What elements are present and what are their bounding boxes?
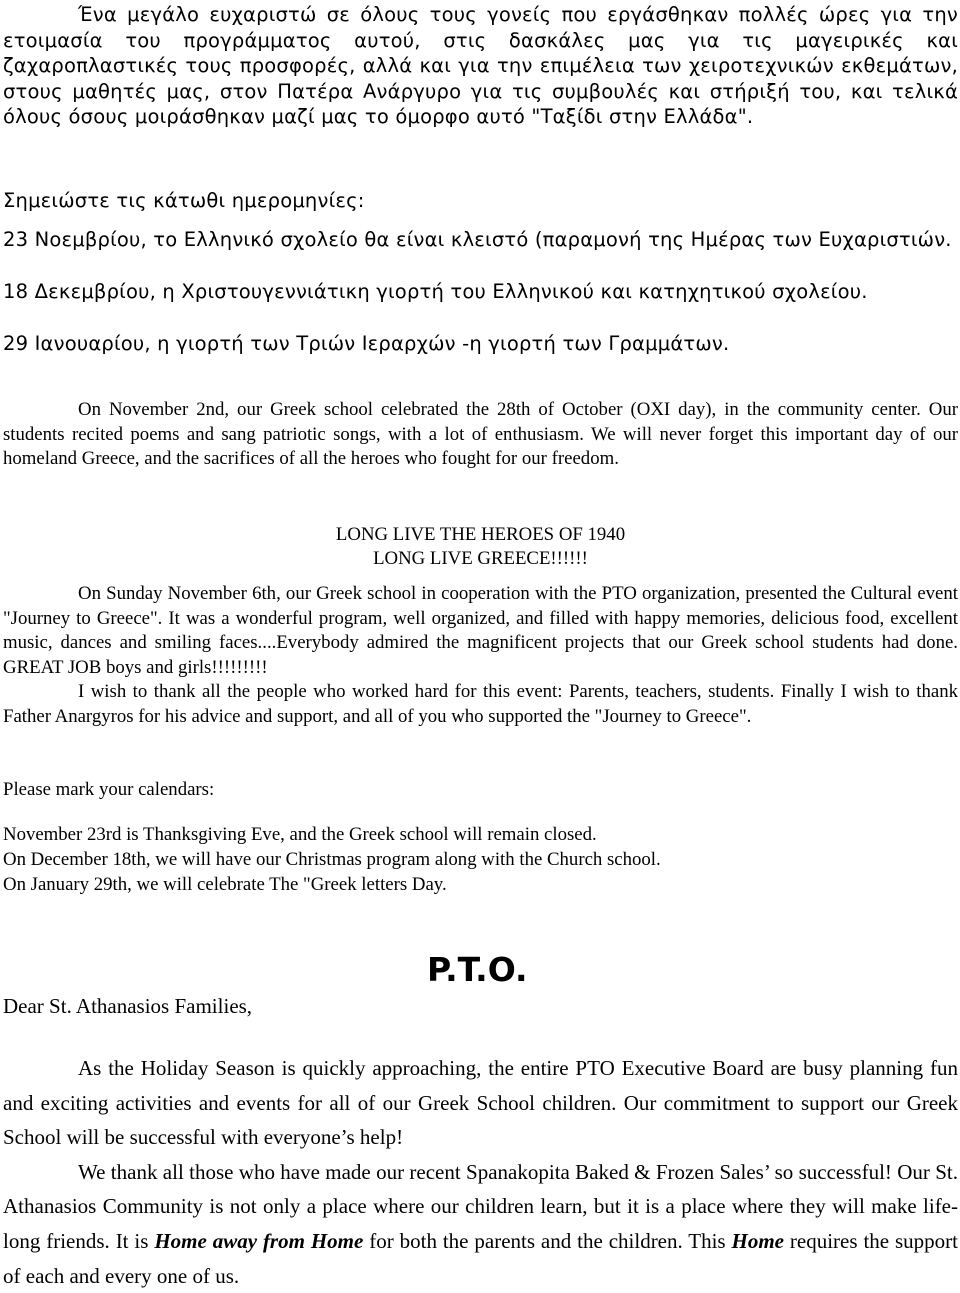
calendar-item: On December 18th, we will have our Christmas program along with the Church school. <box>3 849 661 870</box>
greek-date-item: 29 Ιανουαρίου, η γιορτή των Τριών Ιεραρχών -η γιορτή των Γραμμάτων. <box>3 332 730 355</box>
pto-paragraph-2-text-b: for both the parents and the children. This <box>363 1228 732 1253</box>
greek-date-item: 18 Δεκεμβρίου, η Χριστουγεννιάτικη γιορτή του Ελληνικού και κατηχητικού σχολείου. <box>3 280 868 303</box>
greek-dates-heading: Σημειώστε τις κάτωθι ημερομηνίες: <box>3 189 365 212</box>
slogan-line-2: LONG LIVE GREECE!!!!!! <box>373 548 588 569</box>
home-away-emphasis: Home away from Home <box>154 1228 364 1253</box>
pto-letter-body <box>3 1051 958 1293</box>
cultural-event-paragraph: On Sunday November 6th, our Greek school in cooperation with the PTO organization, presented the Cultural event "Journey to Greece". It was a wonderful program, well organized, and filled with happy memories, delicious food, excellent music, dances and smiling faces....Everybody admired the magnificent projects that our Greek school students had done. GREAT JOB boys and girls!!!!!!!!! <box>3 583 958 678</box>
greek-date-item: 23 Νοεμβρίου, το Ελληνικό σχολείο θα είναι κλειστό (παραμονή της Ημέρας των Ευχαριστιών. <box>3 228 952 251</box>
pto-paragraph-2-text-a: We thank all those who have made our recent Spanakopita Baked & Frozen Sales’ so successful! Our St. Athanasios Community is not only a place where our children learn, but it is a place where they will make life-long friends. It is <box>3 1159 958 1253</box>
pto-paragraph-2 <box>3 1155 958 1293</box>
pto-salutation: Dear St. Athanasios Families, <box>3 994 253 1018</box>
oxi-day-paragraph: On November 2nd, our Greek school celebrated the 28th of October (OXI day), in the community center. Our students recited poems and sang patriotic songs, with a lot of enthusiasm. We will never forget this important day of our homeland Greece, and the sacrifices of all the heroes who fought for our freedom. <box>3 399 958 470</box>
pto-paragraph-1: As the Holiday Season is quickly approaching, the entire PTO Executive Board are busy planning fun and exciting activities and events for all of our Greek School children. Our commitment to support our Greek School will be successful with everyone’s help! <box>3 1056 958 1150</box>
calendar-item: November 23rd is Thanksgiving Eve, and the Greek school will remain closed. <box>3 824 597 845</box>
slogan-line-1: LONG LIVE THE HEROES OF 1940 <box>335 524 626 545</box>
home-emphasis: Home <box>731 1228 785 1253</box>
pto-heading: P.T.O. <box>427 950 528 989</box>
calendar-item: On January 29th, we will celebrate The "Greek letters Day. <box>3 874 447 895</box>
greek-thanks-paragraph: Ένα μεγάλο ευχαριστώ σε όλους τους γονείς που εργάσθηκαν πολλές ώρες για την ετοιμασία του προγράμματος αυτού, στις δασκάλες μας για τις μαγειρικές και ζαχαροπλαστικές τους προσφορές, αλλά και για την επιμέλεια των χειροτεχνικών εκθεμάτων, στους μαθητές μας, στον Πατέρα Ανάργυρο για τις συμβουλές και στήριξή του, και τελικά όλους όσους μοιράσθηκαν μαζί μας το όμορφο αυτό "Ταξίδι στην Ελλάδα". <box>3 3 958 129</box>
calendar-heading: Please mark your calendars: <box>3 779 215 800</box>
thank-you-paragraph: I wish to thank all the people who worked hard for this event: Parents, teachers, students. Finally I wish to thank Father Anargyros for his advice and support, and all of you who supported the "Journey to Greece". <box>3 681 958 727</box>
pto-paragraph-2-text-c: requires the support of each and every one of us. <box>3 1228 958 1288</box>
